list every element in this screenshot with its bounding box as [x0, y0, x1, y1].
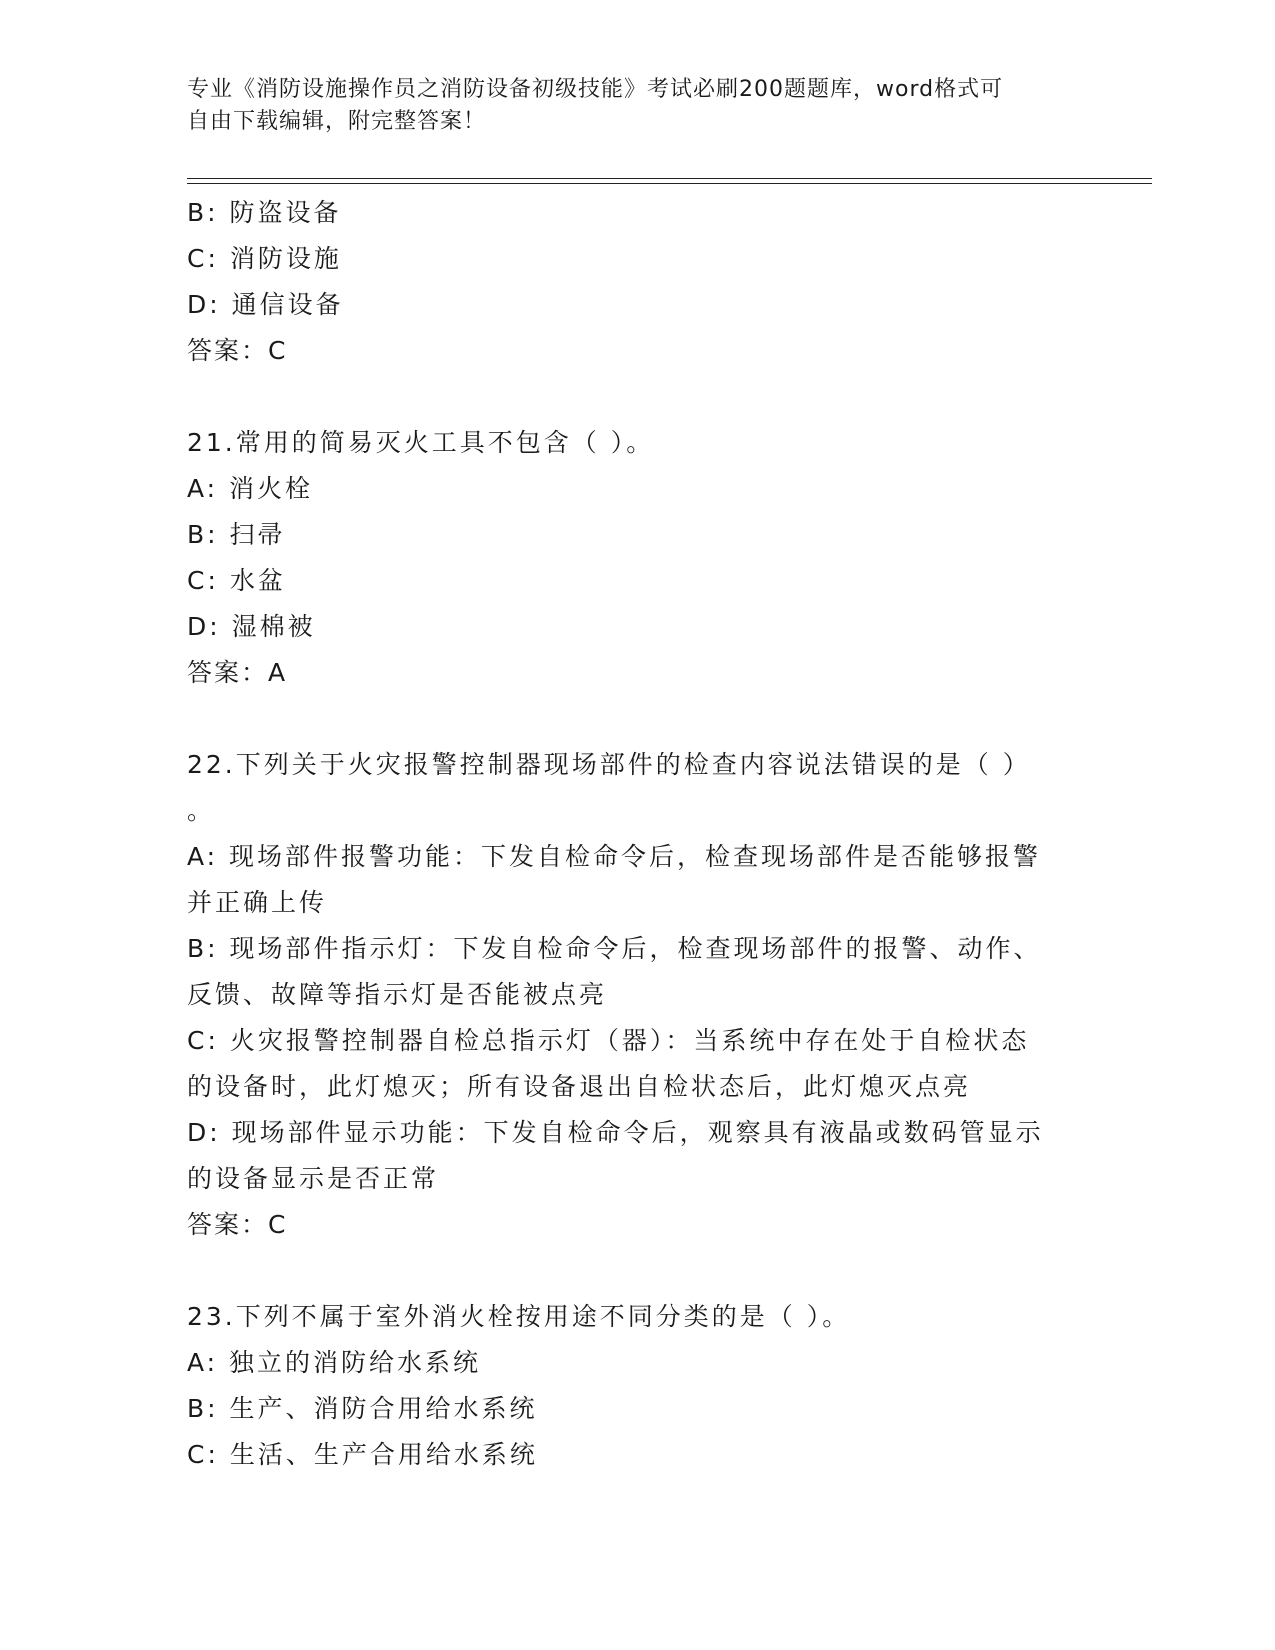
option-b: B: 现场部件指示灯：下发自检命令后，检查现场部件的报警、动作、: [187, 934, 1042, 963]
question-stem: 21.常用的简易灭火工具不包含（ ）。: [187, 428, 655, 457]
question-23: [187, 1294, 1087, 1478]
option-c: C: 消防设施: [187, 244, 342, 273]
spacer: [187, 1248, 1087, 1294]
option-a: A: 现场部件报警功能：下发自检命令后，检查现场部件是否能够报警: [187, 842, 1042, 871]
option-c: C: 水盆: [187, 566, 286, 595]
option-b-continued: 反馈、故障等指示灯是否能被点亮: [187, 980, 608, 1009]
option-d: D: 通信设备: [187, 290, 344, 319]
question-21: [187, 420, 1087, 696]
answer: 答案：C: [187, 336, 288, 365]
option-b: B: 生产、消防合用给水系统: [187, 1394, 538, 1423]
header-rule-top: [187, 178, 1152, 179]
option-a-continued: 并正确上传: [187, 888, 328, 917]
header-line-1: 专业《消防设施操作员之消防设备初级技能》考试必刷200题题库，word格式可: [187, 77, 1004, 102]
option-d-continued: 的设备显示是否正常: [187, 1164, 440, 1193]
option-c: C: 生活、生产合用给水系统: [187, 1440, 538, 1469]
document-header: [187, 74, 1067, 138]
question-stem: 22.下列关于火灾报警控制器现场部件的检查内容说法错误的是（ ）: [187, 750, 1031, 779]
option-a: A: 独立的消防给水系统: [187, 1348, 482, 1377]
question-22: [187, 742, 1087, 1248]
option-c-continued: 的设备时，此灯熄灭；所有设备退出自检状态后，此灯熄灭点亮: [187, 1072, 972, 1101]
answer: 答案：A: [187, 658, 288, 687]
answer: 答案：C: [187, 1210, 288, 1239]
option-d: D: 湿棉被: [187, 612, 316, 641]
question-stem: 23.下列不属于室外消火栓按用途不同分类的是（ ）。: [187, 1302, 851, 1331]
question-list: [187, 190, 1087, 1478]
option-a: A: 消火栓: [187, 474, 314, 503]
option-d: D: 现场部件显示功能：下发自检命令后，观察具有液晶或数码管显示: [187, 1118, 1044, 1147]
header-line-2: 自由下载编辑，附完整答案！: [187, 109, 487, 134]
option-b: B: 扫帚: [187, 520, 286, 549]
spacer: [187, 374, 1087, 420]
question-stem-continued: 。: [187, 796, 216, 825]
option-b: B: 防盗设备: [187, 198, 342, 227]
option-c: C: 火灾报警控制器自检总指示灯（器）：当系统中存在处于自检状态: [187, 1026, 1030, 1055]
question-20-continued: [187, 190, 1087, 374]
spacer: [187, 696, 1087, 742]
header-rule-bottom: [187, 183, 1152, 184]
